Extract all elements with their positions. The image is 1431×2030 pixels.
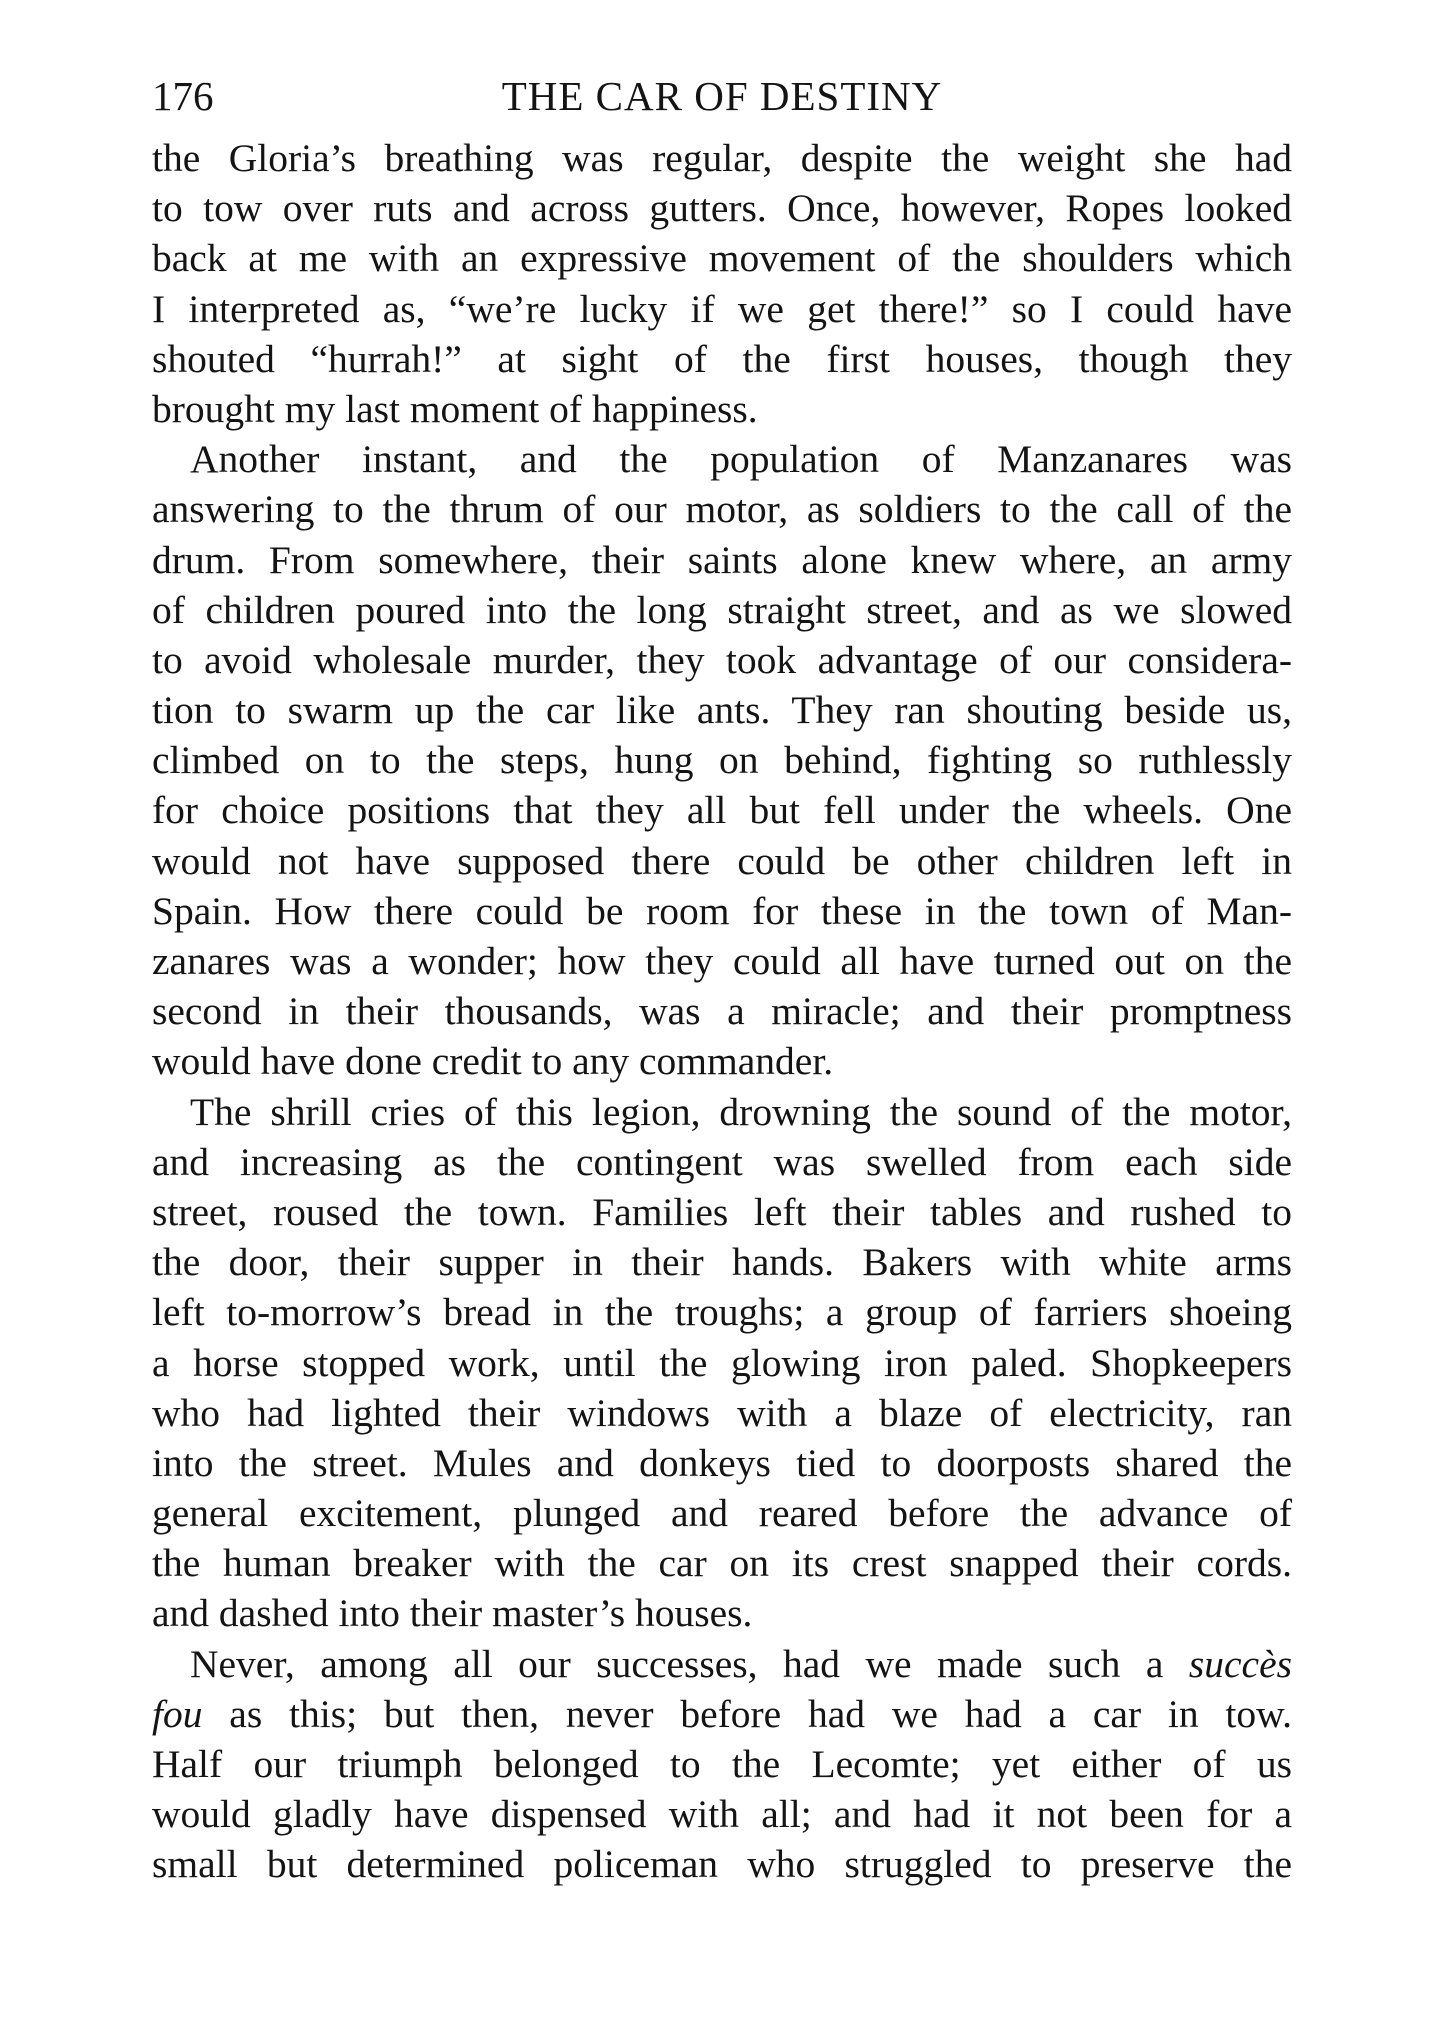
text-line: the human breaker with the car on its crest snapped their cords. — [152, 1541, 1292, 1586]
page-number: 176 — [152, 73, 214, 119]
text-line: back at me with an expressive movement of the shoulders which — [152, 236, 1292, 281]
text-line: into the street. Mules and donkeys tied to doorposts shared the — [152, 1440, 1292, 1485]
text-line: second in their thousands, was a miracle; and their promptness — [152, 989, 1292, 1034]
text-line: street, roused the town. Families left their tables and rushed to — [152, 1189, 1292, 1234]
text-line: I interpreted as, “we’re lucky if we get there!” so I could have — [152, 286, 1292, 331]
text-line: brought my last moment of happiness. — [152, 386, 758, 431]
text-run: as this; but then, never before had we had a car in tow. — [229, 1691, 1292, 1736]
text-line: answering to the thrum of our motor, as soldiers to the call of the — [152, 487, 1292, 532]
text-line: would not have supposed there could be other children left in — [152, 838, 1292, 883]
text-line: The shrill cries of this legion, drowning the sound of the motor, — [190, 1089, 1292, 1134]
text-line: the Gloria’s breathing was regular, despite the weight she had — [152, 136, 1292, 180]
text-line: who had lighted their windows with a blaze of electricity, ran — [152, 1390, 1292, 1435]
running-title: THE CAR OF DESTINY — [501, 73, 943, 119]
text-line: zanares was a wonder; how they could all have turned out on the — [152, 939, 1292, 983]
text-line: of children poured into the long straight street, and as we slowed — [152, 587, 1292, 632]
text-line: general excitement, plunged and reared before the advance of — [152, 1491, 1292, 1536]
running-head — [152, 66, 1292, 126]
italic-phrase-end: fou — [152, 1691, 203, 1736]
text-line: small but determined policeman who struggled to preserve the — [152, 1842, 1292, 1887]
paragraph-1 — [152, 133, 1292, 434]
text-line: climbed on to the steps, hung on behind, fighting so ruthlessly — [152, 738, 1292, 783]
italic-phrase-start: succès — [1188, 1641, 1292, 1686]
paragraph-2 — [152, 434, 1292, 1086]
text-line: left to-morrow’s bread in the troughs; a group of farriers shoeing — [152, 1290, 1292, 1335]
text-line: shouted “hurrah!” at sight of the first houses, though they — [152, 336, 1292, 381]
text-line: Spain. How there could be room for these in the town of Man- — [152, 888, 1292, 933]
text-line: to tow over ruts and across gutters. Once, however, Ropes looked — [152, 186, 1292, 231]
text-line: Another instant, and the population of Manzanares was — [190, 437, 1292, 482]
text-line: would gladly have dispensed with all; and had it not been for a — [152, 1792, 1292, 1837]
text-line-with-italic — [152, 1639, 1292, 1689]
paragraph-4 — [152, 1639, 1292, 1890]
text-line: and increasing as the contingent was swelled from each side — [152, 1139, 1292, 1184]
text-run: Never, among all our successes, had we made such a — [190, 1641, 1164, 1686]
text-line: tion to swarm up the car like ants. They ran shouting beside us, — [152, 688, 1292, 733]
text-line: drum. From somewhere, their saints alone knew where, an army — [152, 537, 1292, 582]
text-line: to avoid wholesale murder, they took advantage of our considera- — [152, 637, 1292, 682]
text-line: Half our triumph belonged to the Lecomte; yet either of us — [152, 1742, 1292, 1786]
text-line: and dashed into their master’s houses. — [152, 1591, 753, 1636]
text-line-with-italic — [152, 1689, 1292, 1739]
text-line: for choice positions that they all but fell under the wheels. One — [152, 788, 1292, 833]
text-line: would have done credit to any commander. — [152, 1039, 834, 1084]
text-line: the door, their supper in their hands. Bakers with white arms — [152, 1240, 1292, 1285]
body-text — [152, 133, 1292, 1890]
paragraph-3 — [152, 1087, 1292, 1639]
text-line: a horse stopped work, until the glowing iron paled. Shopkeepers — [152, 1340, 1292, 1385]
